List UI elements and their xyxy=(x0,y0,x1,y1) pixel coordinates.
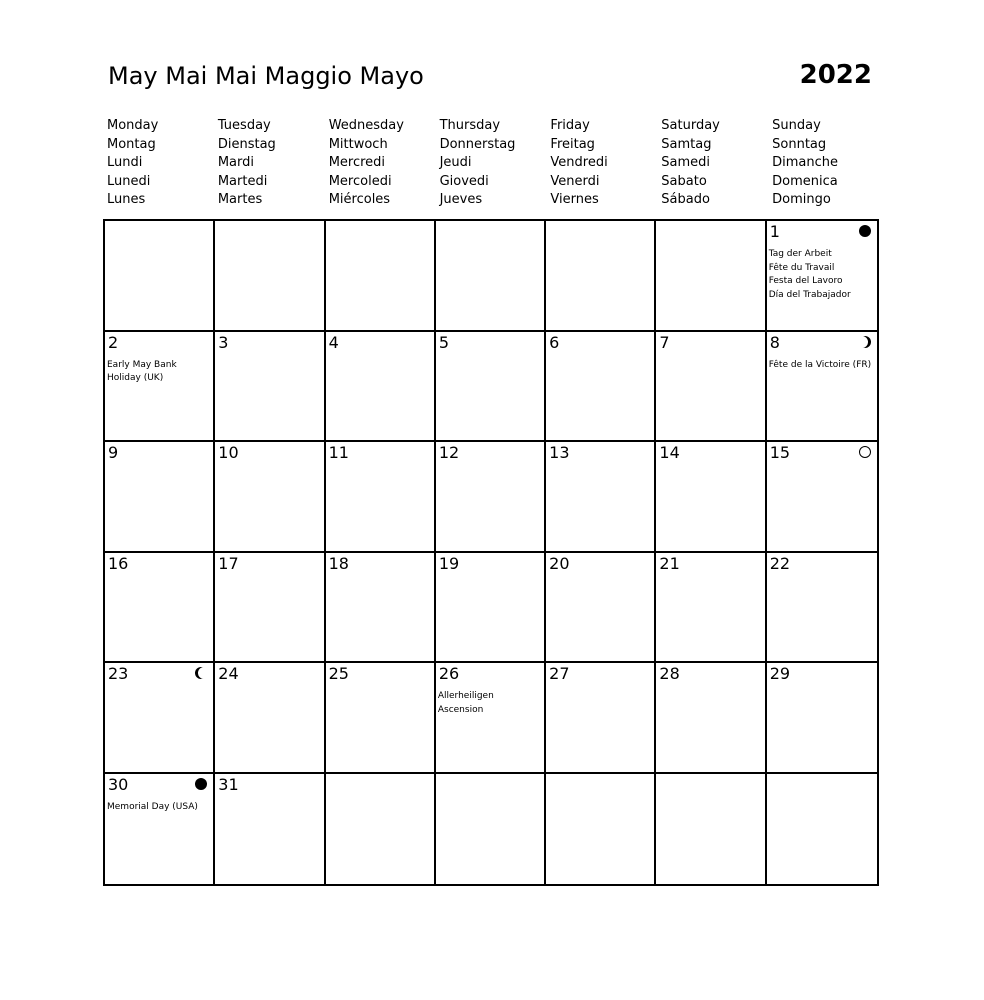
weekday-name: Martes xyxy=(217,192,263,207)
day-cell-17 xyxy=(215,553,325,664)
weekday-name: Jueves xyxy=(439,192,483,207)
empty-day-cell xyxy=(215,221,325,332)
day-cell-11 xyxy=(326,442,436,553)
weekday-column-tuesday xyxy=(214,117,325,210)
day-number: 24 xyxy=(218,664,239,683)
year-label: 2022 xyxy=(799,60,872,90)
empty-day-cell xyxy=(656,774,766,885)
weekday-name: Miércoles xyxy=(328,192,391,207)
first-moon-icon xyxy=(859,336,871,348)
day-cell-1 xyxy=(767,221,877,332)
day-number: 6 xyxy=(549,332,560,352)
day-number: 19 xyxy=(438,553,460,573)
weekday-column-sunday xyxy=(768,117,879,210)
weekday-name: Friday xyxy=(550,118,590,133)
holiday-list xyxy=(769,248,875,302)
weekday-name: Dimanche xyxy=(772,155,839,170)
day-cell-19 xyxy=(436,553,546,664)
day-cell-23 xyxy=(105,663,215,774)
weekday-name: Lundi xyxy=(107,155,143,170)
holiday-name: Tag der Arbeit xyxy=(768,249,832,259)
day-number: 16 xyxy=(108,553,129,573)
day-number: 3 xyxy=(218,332,229,352)
day-number: 26 xyxy=(438,664,460,683)
weekday-name: Freitag xyxy=(550,136,595,152)
holiday-name: Early May Bank Holiday (UK) xyxy=(107,359,177,383)
weekday-name: Vendredi xyxy=(550,155,608,170)
weekday-name: Samedi xyxy=(661,155,711,170)
weekday-name: Venerdi xyxy=(550,173,600,189)
day-number: 29 xyxy=(769,664,791,683)
day-cell-24 xyxy=(215,663,325,774)
weekday-name: Saturday xyxy=(661,118,720,133)
day-number: 8 xyxy=(769,332,780,352)
weekday-name: Mardi xyxy=(217,155,255,170)
weekday-name: Martedi xyxy=(217,173,268,189)
empty-day-cell xyxy=(326,774,436,885)
holiday-list xyxy=(107,359,211,386)
day-number: 5 xyxy=(438,332,450,352)
holiday-name: Festa del Lavoro xyxy=(768,276,843,286)
day-number: 11 xyxy=(328,443,349,462)
weekday-name: Samtag xyxy=(661,136,712,152)
weekday-name: Tuesday xyxy=(217,118,271,133)
weekday-column-thursday xyxy=(436,117,547,210)
weekday-name: Sábado xyxy=(661,192,710,207)
day-cell-14 xyxy=(656,442,766,553)
day-cell-28 xyxy=(656,663,766,774)
weekday-name: Giovedi xyxy=(439,173,489,189)
day-cell-29 xyxy=(767,663,877,774)
day-number: 20 xyxy=(549,553,570,573)
weekday-name: Domenica xyxy=(772,173,838,189)
day-cell-20 xyxy=(546,553,656,664)
day-number: 2 xyxy=(108,332,119,352)
day-number: 28 xyxy=(659,664,680,683)
day-cell-30 xyxy=(105,774,215,885)
day-number: 13 xyxy=(549,443,570,462)
day-cell-22 xyxy=(767,553,877,664)
calendar-grid xyxy=(103,219,879,886)
day-number: 9 xyxy=(108,443,119,462)
day-cell-27 xyxy=(546,663,656,774)
weekday-column-saturday xyxy=(657,117,768,210)
weekday-name: Mercredi xyxy=(328,155,386,170)
day-cell-7 xyxy=(656,332,766,443)
day-number: 10 xyxy=(218,443,239,462)
day-cell-8 xyxy=(767,332,877,443)
weekday-name: Sunday xyxy=(772,118,821,133)
weekday-column-wednesday xyxy=(325,117,436,210)
day-number: 18 xyxy=(328,553,349,573)
day-number: 23 xyxy=(108,664,129,683)
empty-day-cell xyxy=(326,221,436,332)
weekday-name: Jeudi xyxy=(439,155,472,170)
weekday-name: Monday xyxy=(107,118,159,133)
empty-day-cell xyxy=(546,221,656,332)
day-number: 21 xyxy=(659,553,680,573)
holiday-name: Fête de la Victoire (FR) xyxy=(768,359,872,370)
day-cell-5 xyxy=(436,332,546,443)
day-number: 14 xyxy=(659,443,680,462)
last-moon-icon xyxy=(195,667,207,679)
day-cell-12 xyxy=(436,442,546,553)
holiday-list xyxy=(438,690,542,717)
day-cell-26 xyxy=(436,663,546,774)
day-cell-25 xyxy=(326,663,436,774)
weekday-name: Thursday xyxy=(439,118,501,133)
day-cell-2 xyxy=(105,332,215,443)
holiday-list xyxy=(769,359,875,373)
new-moon-icon xyxy=(195,778,207,790)
empty-day-cell xyxy=(546,774,656,885)
weekday-column-monday xyxy=(103,117,214,210)
day-cell-10 xyxy=(215,442,325,553)
empty-day-cell xyxy=(767,774,877,885)
day-cell-4 xyxy=(326,332,436,443)
day-cell-31 xyxy=(215,774,325,885)
weekday-name: Donnerstag xyxy=(439,136,516,152)
day-number: 27 xyxy=(549,664,570,683)
day-number: 25 xyxy=(328,664,349,683)
weekday-name: Lunedi xyxy=(107,173,151,189)
holiday-name: Fête du Travail xyxy=(768,262,835,273)
day-number: 4 xyxy=(328,332,339,352)
weekday-name: Viernes xyxy=(550,192,599,207)
day-cell-3 xyxy=(215,332,325,443)
day-number: 15 xyxy=(769,443,791,462)
day-cell-18 xyxy=(326,553,436,664)
weekday-name: Dienstag xyxy=(217,136,276,152)
day-number: 12 xyxy=(438,443,460,462)
weekday-name: Sonntag xyxy=(772,136,827,152)
weekday-name: Wednesday xyxy=(328,118,404,133)
holiday-name: Allerheiligen xyxy=(437,691,494,701)
day-cell-16 xyxy=(105,553,215,664)
holiday-name: Memorial Day (USA) xyxy=(107,801,198,812)
day-cell-13 xyxy=(546,442,656,553)
empty-day-cell xyxy=(105,221,215,332)
day-number: 31 xyxy=(218,774,239,794)
empty-day-cell xyxy=(656,221,766,332)
weekday-name: Mercoledi xyxy=(328,173,392,189)
day-number: 17 xyxy=(218,553,239,573)
weekday-name: Mittwoch xyxy=(328,136,388,152)
weekday-name: Lunes xyxy=(107,192,146,207)
day-cell-6 xyxy=(546,332,656,443)
weekday-name: Montag xyxy=(107,136,156,152)
weekday-name: Sabato xyxy=(661,173,707,189)
day-number: 7 xyxy=(659,332,670,352)
holiday-list xyxy=(107,801,211,815)
new-moon-icon xyxy=(859,225,871,237)
holiday-name: Día del Trabajador xyxy=(768,289,851,300)
weekday-header xyxy=(103,117,879,210)
full-moon-icon xyxy=(859,446,871,458)
day-cell-9 xyxy=(105,442,215,553)
holiday-name: Ascension xyxy=(437,704,484,715)
month-title: May Mai Mai Maggio Mayo xyxy=(108,62,424,90)
day-cell-21 xyxy=(656,553,766,664)
day-cell-15 xyxy=(767,442,877,553)
empty-day-cell xyxy=(436,221,546,332)
day-number: 1 xyxy=(769,222,780,241)
day-number: 30 xyxy=(108,774,129,794)
day-number: 22 xyxy=(769,553,791,573)
empty-day-cell xyxy=(436,774,546,885)
weekday-name: Domingo xyxy=(772,192,831,207)
weekday-column-friday xyxy=(546,117,657,210)
